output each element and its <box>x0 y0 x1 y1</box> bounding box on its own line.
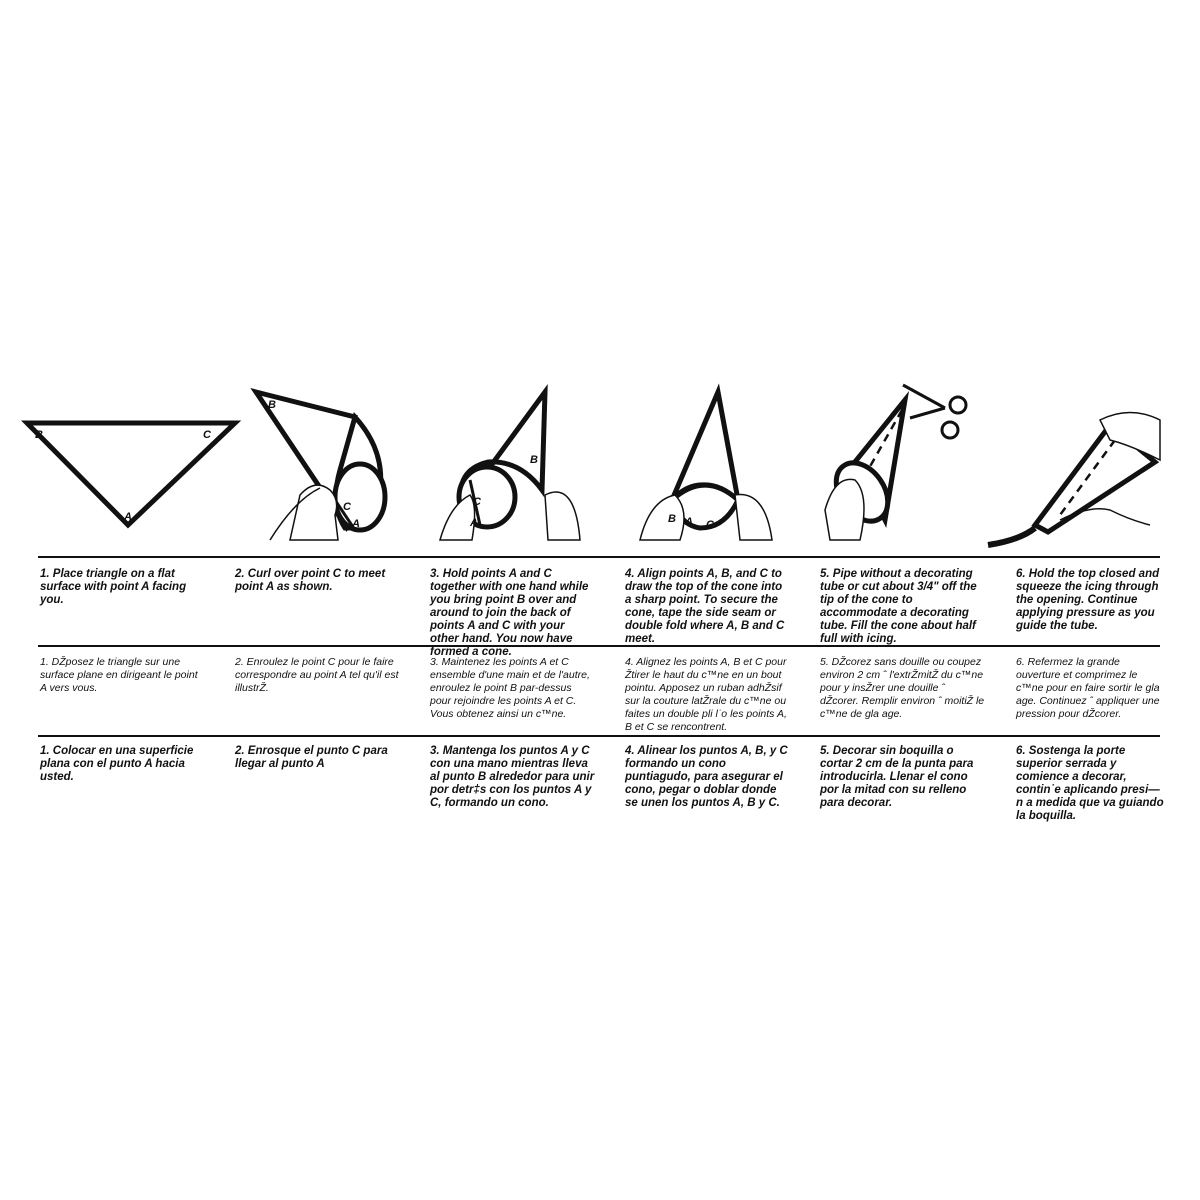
step-1-french: 1. DŽposez le triangle sur une surface plane en dirigeant le point A vers vous. <box>40 656 198 694</box>
step-4-french: 4. Alignez les points A, B et C pour Žtirer le haut du c™ne en un bout pointu. Apposez un ruban adhŽsif sur la couture latŽrale du c™ne ou faites un double pli l˙o les points A, B et C se rencontrent. <box>625 656 787 733</box>
step-2-illustration <box>256 392 385 540</box>
step-6-illustration <box>988 413 1160 546</box>
step-3-spanish: 3. Mantenga los puntos A y C con una mano mientras lleva al punto B alrededor para unir por detr‡s con los puntos A y C, formando un cono. <box>430 745 595 809</box>
step-4-label-c: C <box>706 519 714 531</box>
step-1-illustration <box>27 423 235 525</box>
step-2-label-c: C <box>343 501 351 513</box>
step-4-spanish: 4. Alinear los puntos A, B, y C formando un cono puntiagudo, para asegurar el cono, pegar o doblar donde se unen los puntos A, B y C. <box>625 745 788 809</box>
step-3-label-a: A <box>470 517 478 529</box>
step-3-illustration <box>440 392 580 540</box>
illustrations-row <box>0 370 1200 560</box>
step-3-label-c: C <box>473 496 481 508</box>
step-6-french: 6. Refermez la grande ouverture et comprimez le c™ne pour en faire sortir le gla age. Continuez ˆ appliquer une pression pour dŽcorer. <box>1016 656 1160 720</box>
step-2-french: 2. Enroulez le point C pour le faire correspondre au point A tel qu'il est illustrŽ. <box>235 656 399 694</box>
step-4-english: 4. Align points A, B, and C to draw the top of the cone into a sharp point. To secure the cone, tape the side seam or double fold where A, B and C meet. <box>625 568 785 645</box>
step-4-label-a: A <box>685 516 693 528</box>
divider-top <box>38 556 1160 558</box>
divider-middle-1 <box>38 645 1160 647</box>
step-1-label-b: B <box>35 429 43 441</box>
step-4-label-b: B <box>668 513 676 525</box>
step-3-english: 3. Hold points A and C together with one hand while you bring point B over and around to join the back of points A and C with your other hand. You now have formed a cone. <box>430 568 589 658</box>
step-5-illustration <box>825 385 966 540</box>
divider-middle-2 <box>38 735 1160 737</box>
step-5-spanish: 5. Decorar sin boquilla o cortar 2 cm de la punta para introducirla. Llenar el cono por la mitad con su relleno para decorar. <box>820 745 974 809</box>
step-3-label-b: B <box>530 454 538 466</box>
step-6-spanish: 6. Sostenga la porte superior serrada y comience a decorar, contin˙e aplicando presi—n a medida que va guiando la boquilla. <box>1016 745 1164 822</box>
step-2-spanish: 2. Enrosque el punto C para llegar al punto A <box>235 745 388 770</box>
step-1-label-c: C <box>203 429 211 441</box>
step-2-label-b: B <box>268 399 276 411</box>
step-6-english: 6. Hold the top closed and squeeze the icing through the opening. Continue applying pressure as you guide the tube. <box>1016 568 1160 632</box>
step-1-english: 1. Place triangle on a flat surface with point A facing you. <box>40 568 187 606</box>
step-5-french: 5. DŽcorez sans douille ou coupez environ 2 cm ˆ l'extrŽmitŽ du c™ne pour y insŽrer une douille ˆ dŽcorer. Remplir environ ˆ moitiŽ le c™ne de gla age. <box>820 656 985 720</box>
step-1-label-a: A <box>124 511 132 523</box>
step-3-french: 3. Maintenez les points A et C ensemble d'une main et de l'autre, enroulez le point B par-dessus pour rejoindre les points A et C. Vous obtenez ainsi un c™ne. <box>430 656 590 720</box>
step-4-illustration <box>640 392 772 540</box>
step-2-label-a: A <box>352 518 360 530</box>
step-5-english: 5. Pipe without a decorating tube or cut about 3/4" off the tip of the cone to accommodate a decorating tube. Fill the cone about half full with icing. <box>820 568 977 645</box>
scissors-icon <box>903 385 966 438</box>
step-2-english: 2. Curl over point C to meet point A as shown. <box>235 568 386 593</box>
step-1-spanish: 1. Colocar en una superficie plana con el punto A hacia usted. <box>40 745 194 783</box>
